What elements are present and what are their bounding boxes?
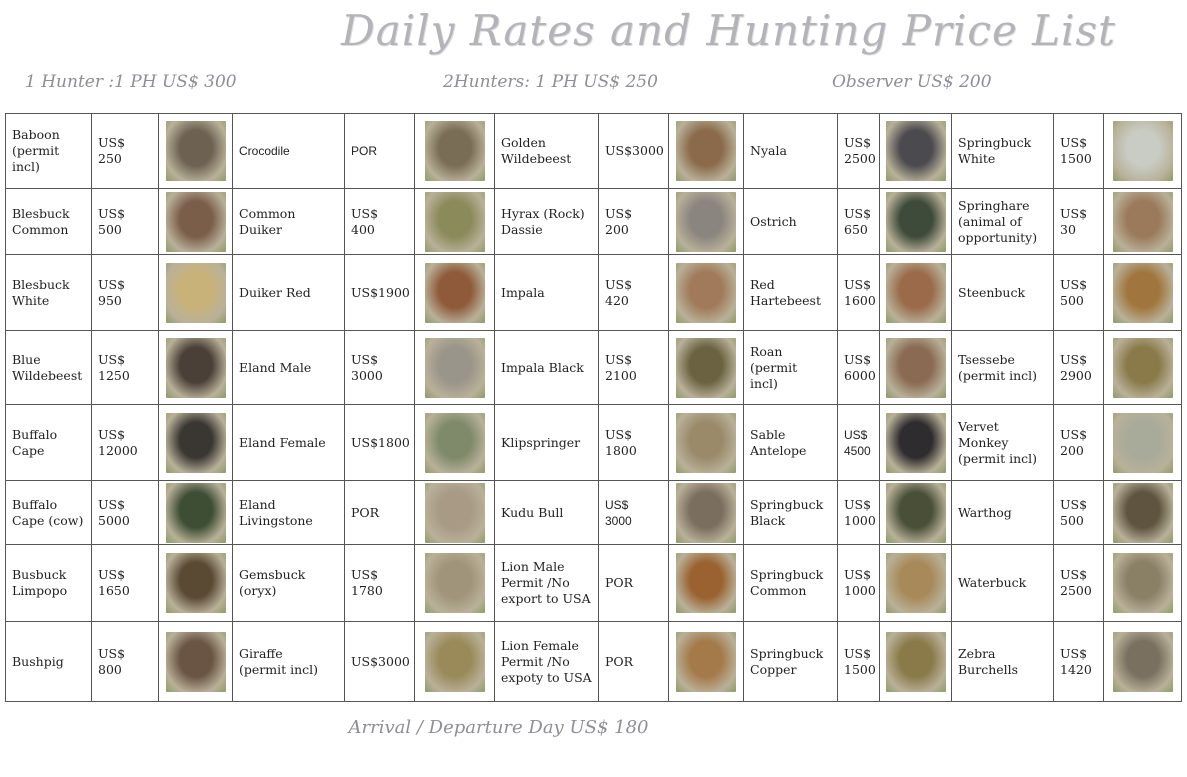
photo-cell [1104, 255, 1182, 331]
price-cell [1054, 255, 1104, 331]
photo-cell [415, 545, 495, 622]
price-value: US$ 950 [98, 276, 126, 308]
animal-name-cell [952, 255, 1054, 331]
animal-name: Vervet Monkey (permit incl) [958, 418, 1038, 466]
price-value: US$1900 [351, 284, 410, 300]
price-cell [92, 189, 159, 255]
animal-name-cell [6, 114, 92, 189]
animal-photo [166, 338, 226, 398]
animal-photo [166, 413, 226, 473]
table-row [6, 405, 1182, 481]
photo-cell [415, 622, 495, 702]
animal-name: Waterbuck [958, 575, 1027, 590]
animal-photo [676, 338, 736, 398]
price-value: US$ 1000 [844, 567, 876, 598]
animal-name-cell [6, 622, 92, 702]
animal-name-cell [952, 622, 1054, 702]
price-value: US$ 500 [1060, 496, 1088, 528]
animal-name: Eland Male [239, 359, 312, 375]
animal-photo [1113, 632, 1173, 692]
price-cell [92, 405, 159, 481]
animal-name: Sable Antelope [750, 426, 807, 458]
price-value: US$ 6000 [844, 351, 876, 383]
animal-photo [1113, 553, 1173, 613]
price-value: US$ 250 [98, 135, 126, 166]
price-cell [1054, 545, 1104, 622]
animal-name-cell [495, 189, 599, 255]
animal-name-cell [744, 545, 838, 622]
price-cell [345, 405, 415, 481]
photo-cell [415, 331, 495, 405]
animal-name: Eland Livingstone [239, 496, 313, 528]
photo-cell [880, 622, 952, 702]
price-value: US$ 500 [98, 205, 126, 237]
animal-photo [676, 413, 736, 473]
photo-cell [880, 481, 952, 545]
animal-photo [425, 632, 485, 692]
photo-cell [159, 255, 233, 331]
price-value: POR [605, 575, 634, 590]
animal-name: Kudu Bull [501, 504, 564, 520]
price-value: US$ 1600 [844, 276, 876, 308]
photo-cell [669, 114, 744, 189]
animal-name: Klipspringer [501, 434, 581, 450]
photo-cell [880, 255, 952, 331]
animal-photo [1113, 413, 1173, 473]
animal-name-cell [233, 405, 345, 481]
photo-cell [159, 622, 233, 702]
photo-cell [669, 331, 744, 405]
animal-photo [1113, 483, 1173, 543]
photo-cell [159, 189, 233, 255]
price-cell [1054, 481, 1104, 545]
animal-name-cell [952, 189, 1054, 255]
animal-name-cell [6, 331, 92, 405]
photo-cell [415, 114, 495, 189]
price-cell [92, 481, 159, 545]
price-cell [92, 622, 159, 702]
animal-photo [676, 263, 736, 323]
animal-name: Giraffe (permit incl) [239, 645, 319, 677]
table-row [6, 622, 1182, 702]
price-cell [599, 545, 669, 622]
animal-name-cell [6, 481, 92, 545]
photo-cell [415, 481, 495, 545]
price-cell [599, 481, 669, 545]
animal-name: Steenbuck [958, 284, 1026, 300]
price-value: POR [605, 653, 634, 669]
animal-name-cell [744, 405, 838, 481]
price-value: US$ 3000 [351, 351, 383, 383]
price-cell [838, 189, 880, 255]
price-value: US$ 1250 [98, 351, 130, 383]
arrival-departure-rate: Arrival / Departure Day US$ 180 [348, 717, 649, 738]
animal-name-cell [233, 189, 345, 255]
price-value: US$ 12000 [98, 426, 138, 458]
animal-name: Blue Wildebeest [12, 351, 83, 383]
price-cell [345, 622, 415, 702]
animal-photo [425, 413, 485, 473]
price-cell [345, 331, 415, 405]
price-cell [92, 255, 159, 331]
photo-cell [415, 405, 495, 481]
price-table [5, 113, 1182, 702]
animal-photo [1113, 121, 1173, 181]
animal-name-cell [744, 622, 838, 702]
animal-name: Busbuck Limpopo [12, 567, 68, 598]
price-value: US$ 1780 [351, 567, 383, 598]
animal-name: Springbuck Common [750, 567, 824, 598]
animal-name-cell [233, 622, 345, 702]
price-value: US$ 1000 [844, 496, 876, 528]
animal-name: Golden Wildebeest [501, 135, 572, 166]
price-cell [838, 114, 880, 189]
animal-photo [676, 121, 736, 181]
photo-cell [159, 114, 233, 189]
price-value: US$ 2500 [844, 135, 876, 166]
animal-photo [886, 263, 946, 323]
price-value: US$ 650 [844, 205, 872, 237]
price-value: US$3000 [351, 653, 410, 669]
price-cell [1054, 189, 1104, 255]
price-value: US$ 200 [1060, 426, 1088, 458]
rate-one-hunter: 1 Hunter :1 PH US$ 300 [25, 72, 237, 92]
price-value: US$ 200 [605, 205, 633, 237]
price-cell [838, 545, 880, 622]
animal-name-cell [495, 545, 599, 622]
animal-photo [425, 483, 485, 543]
photo-cell [1104, 622, 1182, 702]
photo-cell [159, 405, 233, 481]
photo-cell [880, 331, 952, 405]
animal-name: Nyala [750, 143, 787, 158]
animal-name: Blesbuck White [12, 276, 70, 308]
animal-name-cell [233, 331, 345, 405]
price-cell [599, 622, 669, 702]
table-row [6, 114, 1182, 189]
price-cell [838, 622, 880, 702]
animal-name: Roan (permit incl) [750, 343, 798, 391]
price-cell [345, 189, 415, 255]
animal-photo [1113, 192, 1173, 252]
animal-name-cell [495, 114, 599, 189]
price-cell [838, 255, 880, 331]
animal-name: Bushpig [12, 653, 64, 669]
price-cell [1054, 405, 1104, 481]
animal-name: Impala [501, 284, 545, 300]
photo-cell [669, 481, 744, 545]
photo-cell [1104, 331, 1182, 405]
animal-photo [166, 263, 226, 323]
price-value: US$ 1800 [605, 426, 637, 458]
animal-photo [166, 192, 226, 252]
photo-cell [1104, 114, 1182, 189]
animal-name: Buffalo Cape [12, 426, 58, 458]
animal-photo [166, 121, 226, 181]
price-cell [599, 189, 669, 255]
animal-name: Eland Female [239, 434, 326, 450]
animal-photo [425, 553, 485, 613]
animal-name-cell [233, 114, 345, 189]
price-cell [92, 331, 159, 405]
animal-name-cell [952, 405, 1054, 481]
animal-photo [886, 192, 946, 252]
animal-photo [425, 192, 485, 252]
animal-name: Springbuck White [958, 135, 1032, 166]
animal-name: Tsessebe (permit incl) [958, 351, 1038, 383]
price-value: US$ 500 [1060, 276, 1088, 308]
animal-photo [886, 338, 946, 398]
price-cell [92, 545, 159, 622]
animal-photo [1113, 263, 1173, 323]
animal-name: Springbuck Black [750, 496, 824, 528]
price-value: US$ 1500 [844, 645, 876, 677]
price-value: US$ 1420 [1060, 645, 1092, 677]
photo-cell [669, 405, 744, 481]
price-value: US$ 3000 [605, 497, 632, 528]
price-value: POR [351, 144, 378, 158]
photo-cell [669, 545, 744, 622]
animal-name-cell [744, 481, 838, 545]
animal-name: Red Hartebeest [750, 276, 821, 308]
animal-name-cell [233, 255, 345, 331]
price-cell [92, 114, 159, 189]
animal-photo [676, 632, 736, 692]
animal-name: Impala Black [501, 359, 584, 375]
price-cell [1054, 331, 1104, 405]
photo-cell [1104, 481, 1182, 545]
animal-name: Warthog [958, 504, 1012, 520]
photo-cell [159, 481, 233, 545]
photo-cell [880, 189, 952, 255]
photo-cell [669, 622, 744, 702]
price-cell [1054, 622, 1104, 702]
animal-name-cell [6, 545, 92, 622]
price-value: US$ 5000 [98, 496, 130, 528]
animal-name-cell [6, 255, 92, 331]
animal-name: Gemsbuck (oryx) [239, 567, 306, 598]
table-row [6, 255, 1182, 331]
animal-name-cell [233, 545, 345, 622]
animal-name-cell [952, 114, 1054, 189]
animal-name: Ostrich [750, 213, 797, 229]
animal-name-cell [495, 622, 599, 702]
animal-photo [166, 483, 226, 543]
animal-name-cell [495, 481, 599, 545]
animal-name: Springbuck Copper [750, 645, 824, 677]
price-cell [838, 405, 880, 481]
animal-name-cell [952, 481, 1054, 545]
photo-cell [669, 255, 744, 331]
price-cell [599, 331, 669, 405]
photo-cell [669, 189, 744, 255]
photo-cell [159, 331, 233, 405]
price-cell [838, 331, 880, 405]
animal-name-cell [495, 405, 599, 481]
price-cell [345, 545, 415, 622]
price-value: US$ 2900 [1060, 351, 1092, 383]
page-title: Daily Rates and Hunting Price List [341, 6, 1116, 55]
animal-name-cell [952, 545, 1054, 622]
price-value: US$3000 [605, 143, 664, 158]
photo-cell [1104, 189, 1182, 255]
animal-photo [886, 121, 946, 181]
animal-photo [1113, 338, 1173, 398]
animal-photo [886, 413, 946, 473]
animal-name-cell [744, 189, 838, 255]
animal-photo [166, 632, 226, 692]
price-cell [599, 255, 669, 331]
rate-two-hunters: 2Hunters: 1 PH US$ 250 [443, 72, 658, 92]
animal-name: Blesbuck Common [12, 205, 70, 237]
animal-name-cell [744, 255, 838, 331]
animal-name-cell [6, 189, 92, 255]
price-value: US$ 4500 [844, 427, 871, 458]
photo-cell [880, 405, 952, 481]
animal-name-cell [952, 331, 1054, 405]
animal-name: Duiker Red [239, 284, 311, 300]
animal-name: Buffalo Cape (cow) [12, 496, 84, 528]
photo-cell [159, 545, 233, 622]
photo-cell [1104, 405, 1182, 481]
price-value: US$ 30 [1060, 205, 1088, 237]
animal-name: Hyrax (Rock) Dassie [501, 205, 585, 237]
animal-photo [676, 553, 736, 613]
price-cell [599, 405, 669, 481]
price-value: US$ 400 [351, 205, 379, 237]
rate-observer: Observer US$ 200 [832, 72, 992, 92]
price-value: US$ 2100 [605, 351, 637, 383]
animal-photo [166, 553, 226, 613]
price-value: POR [351, 504, 380, 520]
price-value: US$ 1500 [1060, 135, 1092, 166]
animal-photo [425, 263, 485, 323]
price-cell [599, 114, 669, 189]
table-row [6, 545, 1182, 622]
animal-name-cell [744, 114, 838, 189]
price-value: US$ 800 [98, 645, 126, 677]
animal-name: Lion Male Permit /No export to USA [501, 559, 591, 606]
animal-name-cell [495, 255, 599, 331]
price-cell [345, 481, 415, 545]
animal-photo [886, 553, 946, 613]
price-cell [1054, 114, 1104, 189]
price-value: US$1800 [351, 434, 410, 450]
animal-name-cell [744, 331, 838, 405]
animal-name: Baboon (permit incl) [12, 127, 60, 174]
animal-name: Crocodile [239, 144, 290, 158]
animal-photo [886, 632, 946, 692]
price-value: US$ 420 [605, 276, 633, 308]
animal-name: Lion Female Permit /No expoty to USA [501, 637, 592, 685]
animal-name-cell [495, 331, 599, 405]
animal-photo [886, 483, 946, 543]
animal-name: Springhare (animal of opportunity) [958, 197, 1038, 245]
photo-cell [880, 114, 952, 189]
price-value: US$ 2500 [1060, 567, 1092, 598]
photo-cell [880, 545, 952, 622]
animal-photo [425, 121, 485, 181]
price-cell [345, 114, 415, 189]
photo-cell [415, 255, 495, 331]
price-cell [838, 481, 880, 545]
table-row [6, 481, 1182, 545]
animal-name: Common Duiker [239, 205, 296, 237]
animal-photo [425, 338, 485, 398]
animal-photo [676, 483, 736, 543]
photo-cell [415, 189, 495, 255]
photo-cell [1104, 545, 1182, 622]
price-value: US$ 1650 [98, 567, 130, 598]
animal-name-cell [6, 405, 92, 481]
price-cell [345, 255, 415, 331]
table-row [6, 189, 1182, 255]
animal-name: Zebra Burchells [958, 645, 1019, 677]
animal-name-cell [233, 481, 345, 545]
table-row [6, 331, 1182, 405]
animal-photo [676, 192, 736, 252]
